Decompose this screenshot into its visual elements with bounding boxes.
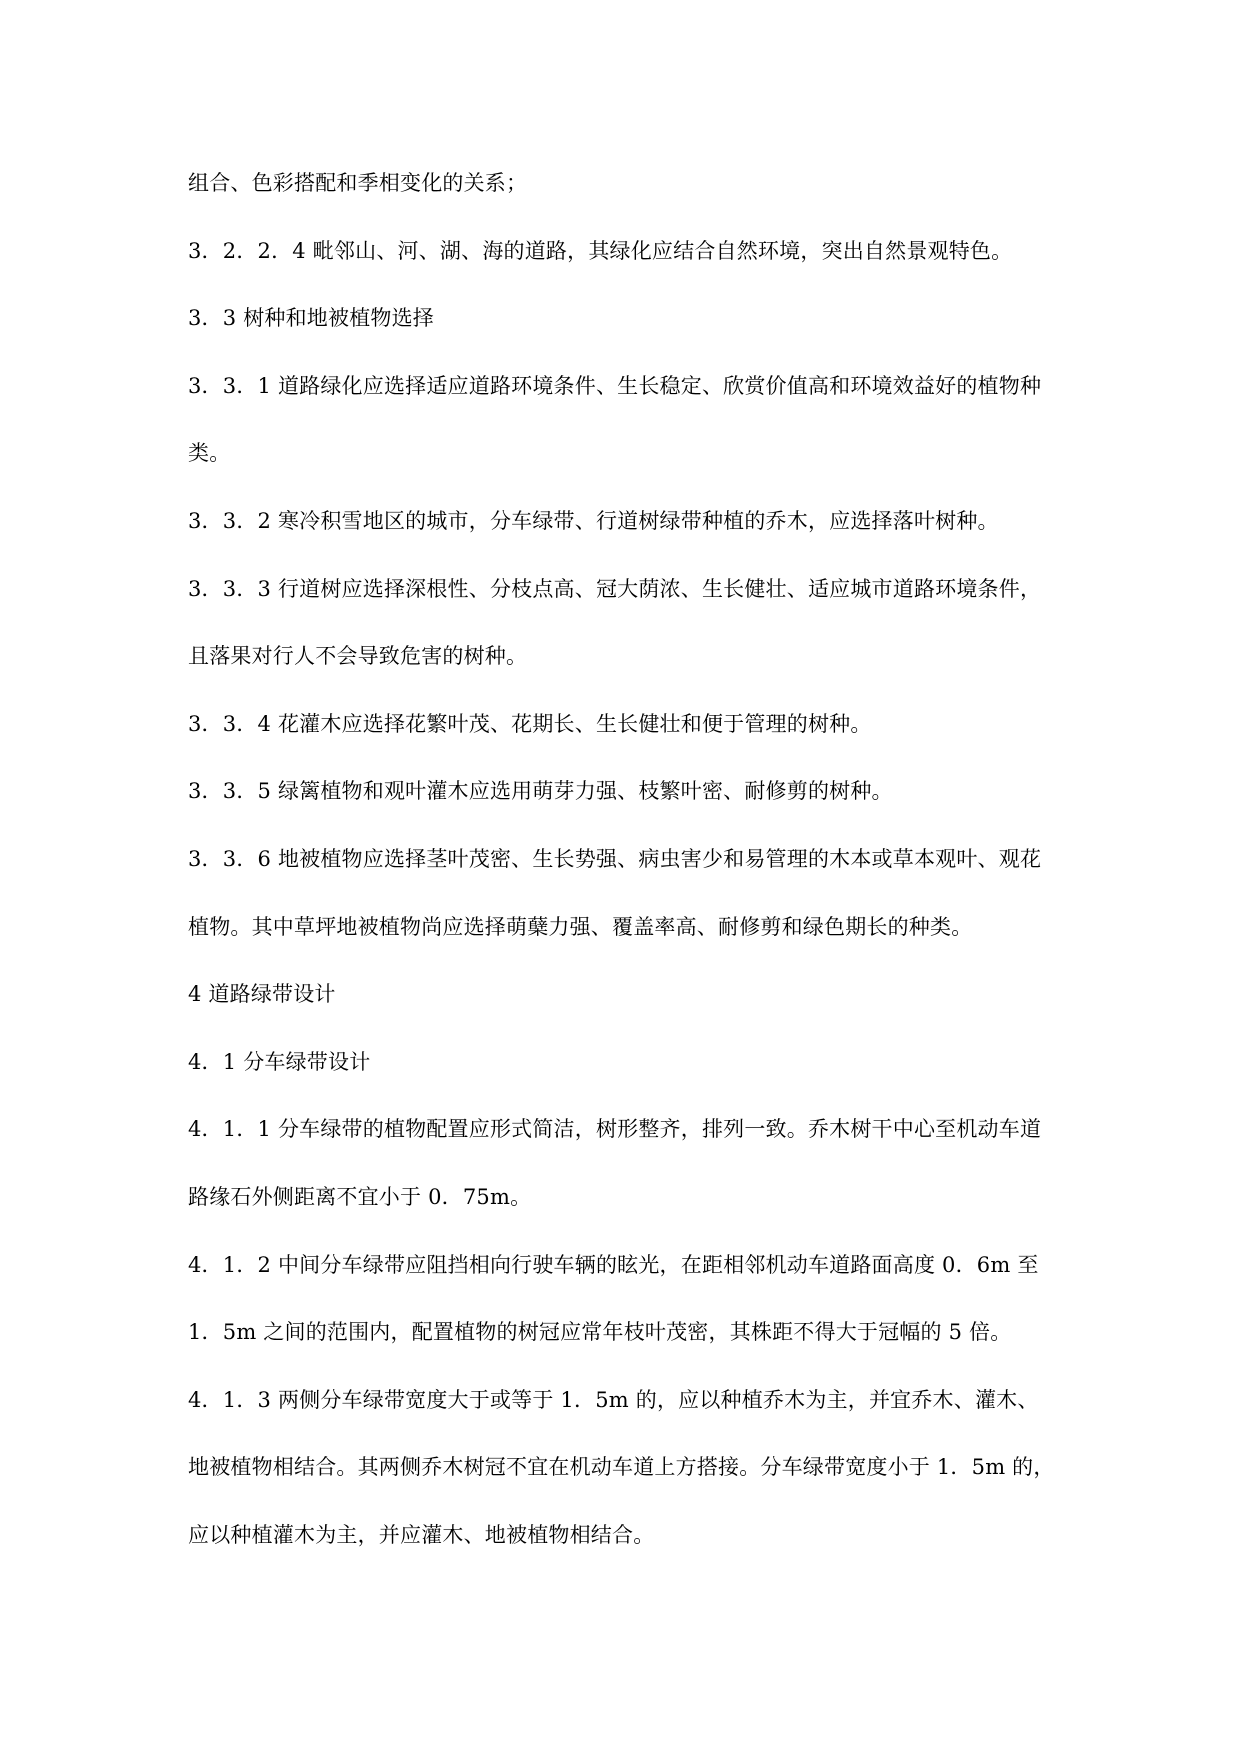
section-heading: 4 道路绿带设计 (188, 982, 336, 1007)
text-line: 3．3．1 道路绿化应选择适应道路环境条件、生长稳定、欣赏价值高和环境效益好的植物种 (188, 373, 1042, 398)
text-line: 4．1．2 中间分车绿带应阻挡相向行驶车辆的眩光，在距相邻机动车道路面高度 0．6m 至 (188, 1252, 1039, 1277)
document-body (188, 168, 1068, 1587)
text-line: 组合、色彩搭配和季相变化的关系； (188, 171, 528, 195)
text-line: 3．3．6 地被植物应选择茎叶茂密、生长势强、病虫害少和易管理的木本或草本观叶、观花 (188, 846, 1042, 871)
text-line: 1．5m 之间的范围内，配置植物的树冠应常年枝叶茂密，其株距不得大于冠幅的 5 倍。 (188, 1320, 1012, 1345)
text-line: 3．3．3 行道树应选择深根性、分枝点高、冠大荫浓、生长健壮、适应城市道路环境条件， (188, 576, 1042, 601)
text-line: 3．3．5 绿篱植物和观叶灌木应选用萌芽力强、枝繁叶密、耐修剪的树种。 (188, 779, 893, 804)
text-line: 4．1．3 两侧分车绿带宽度大于或等于 1．5m 的，应以种植乔木为主，并宜乔木、灌木、 (188, 1387, 1039, 1412)
section-heading: 4．1 分车绿带设计 (188, 1049, 371, 1074)
text-line: 3．3．2 寒冷积雪地区的城市，分车绿带、行道树绿带种植的乔木，应选择落叶树种。 (188, 508, 999, 533)
section-heading: 3．3 树种和地被植物选择 (188, 306, 434, 331)
text-line: 类。 (188, 441, 231, 466)
text-line: 地被植物相结合。其两侧乔木树冠不宜在机动车道上方搭接。分车绿带宽度小于 1．5m 的， (188, 1455, 1055, 1480)
text-line: 植物。其中草坪地被植物尚应选择萌蘖力强、覆盖率高、耐修剪和绿色期长的种类。 (188, 914, 973, 939)
text-line: 3．2．2．4 毗邻山、河、湖、海的道路，其绿化应结合自然环境，突出自然景观特色。 (188, 238, 1013, 263)
text-line: 4．1．1 分车绿带的植物配置应形式简洁，树形整齐，排列一致。乔木树干中心至机动车道 (188, 1117, 1042, 1142)
text-line: 且落果对行人不会导致危害的树种。 (188, 644, 528, 669)
text-line: 应以种植灌木为主，并应灌木、地被植物相结合。 (188, 1522, 655, 1547)
text-line: 路缘石外侧距离不宜小于 0．75m。 (188, 1184, 532, 1209)
text-line: 3．3．4 花灌木应选择花繁叶茂、花期长、生长健壮和便于管理的树种。 (188, 711, 872, 736)
